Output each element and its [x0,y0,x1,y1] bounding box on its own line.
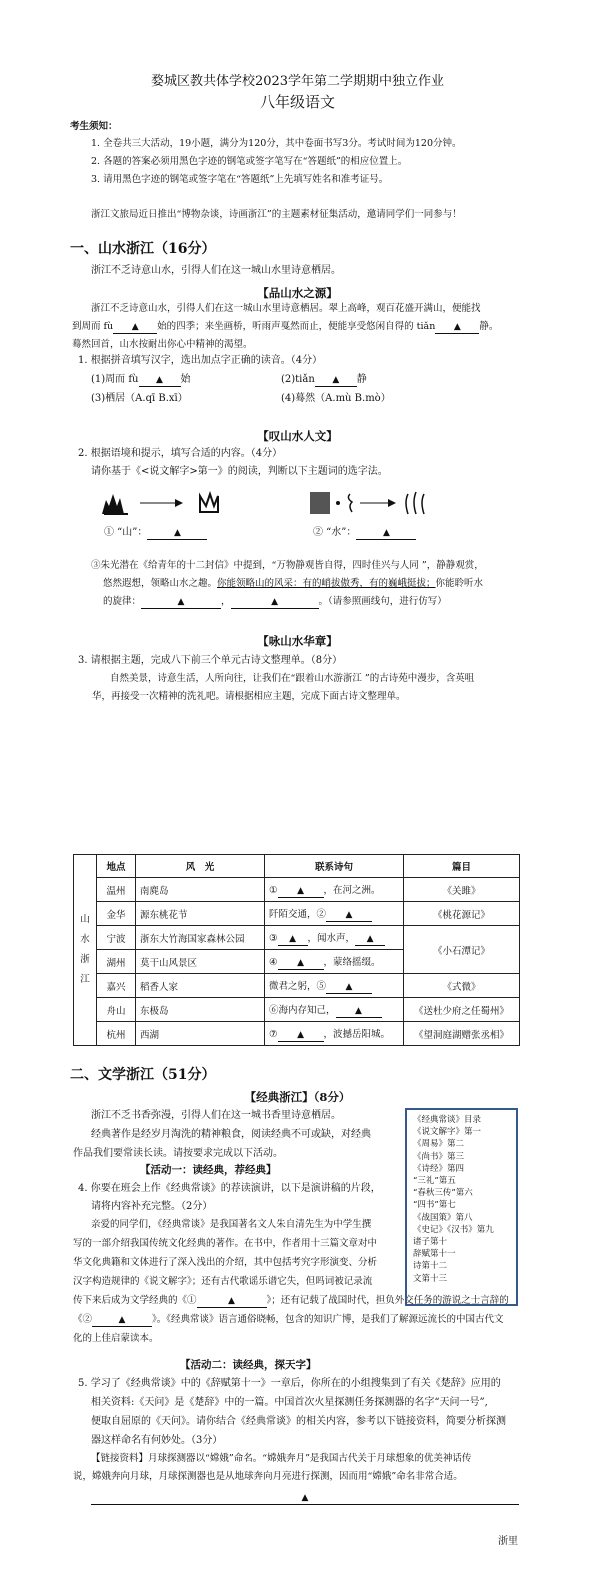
triangle-icon [178,597,185,607]
q1-item-1-suffix: 始 [180,374,191,385]
cell-place: 宁波 [97,926,136,950]
link-material-line2: 说，嫦娥奔向月球，月球探测器也是从地球奔向月亮进行探测，因而用“嫦娥”命名非常合适。 [73,1471,463,1482]
table-row [74,998,520,1022]
cell-poem [265,878,404,902]
triangle-icon [332,375,339,385]
q2-3-text: 的旋律： [103,596,142,607]
cell-poem [265,902,404,926]
section2-intro2a: 经典著作是经岁月淘洗的精神粮食，阅读经典不可或缺，对经典 [91,1129,371,1140]
poem-text: ⑥海内存知己， [269,1004,336,1016]
poem-text: ① [269,884,278,896]
cell-place: 湖州 [97,950,136,974]
q2-shan [104,523,207,542]
q2-3-text: 。（请参照画线句，进行仿写） [318,596,447,607]
toc-item: 辞赋第十一 [413,1249,456,1260]
section2-intro1: 浙江不乏书香弥漫，引得人们在这一城书香里诗意栖居。 [91,1110,341,1121]
q1-item-1 [91,370,191,389]
poem-table [73,854,520,1046]
cell-poem [265,1022,404,1046]
triangle-icon [289,934,296,944]
answer-blank[interactable] [315,374,357,387]
toc-item: 《战国策》第八 [413,1212,473,1223]
speech-line2: 写的一部介绍我国传统文化经典的著作。在书中，作者用十三篇文章对中 [73,1238,378,1249]
answer-blank[interactable] [231,596,319,609]
subject-title: 八年级语文 [259,93,335,111]
q2-shui [313,523,416,542]
toc-item: 诗第十二 [413,1261,448,1272]
q2-3-line1: ③朱光潜在《给青年的十二封信》中提到，“万物静观皆自得，四时佳兴与人同 ”，静静观赏， [91,560,484,571]
toc-item: 《说文解字》第一 [413,1127,482,1138]
q1-item-1-label: (1)周而 fù [91,374,139,385]
table-row [74,902,520,926]
cell-place: 舟山 [97,998,136,1022]
triangle-icon [297,1030,304,1040]
cell-scene: 莫干山风景区 [136,950,265,974]
speech-line3: 华文化典籍和文体进行了深入浅出的介绍，其中包括考究字形演变、分析 [73,1257,378,1268]
triangle-icon [297,958,304,968]
triangle-icon [132,322,139,332]
table-header-row [74,855,520,878]
para-text-a: 到周而 fù [72,321,114,332]
q1-item-2-suffix: 静 [356,374,367,385]
cell-title: 《送杜少府之任蜀州》 [404,998,520,1022]
cell-poem [265,926,404,950]
toc-item: 《尚书》第三 [413,1151,465,1162]
answer-blank[interactable] [278,933,308,946]
q1-item-3: (3)栖居（A.qī B.xī） [91,393,188,404]
question-5-line1: 5. 学习了《经典常谈》中的《辞赋第十一》一章后，你所在的小组搜集到了有关《楚辞》应用的 [78,1378,501,1389]
poem-text: 阡陌交通，② [269,908,327,920]
col-header: 地点 [97,855,136,878]
shan-glyph-evolution [100,488,230,522]
triangle-icon [271,597,278,607]
cell-title: 《望洞庭湖赠张丞相》 [404,1022,520,1046]
water-glyph-icon [308,488,438,518]
question-5-line4: 器这样命名有何妙处。（3分） [91,1435,223,1446]
q2-3-line3: 的旋律：▲ ，▲ 。（请参照画线句，进行仿写） [103,593,447,610]
toc-item: 文第十三 [413,1273,448,1284]
cell-title: 《式微》 [404,974,520,998]
side-char: 山 [80,914,90,925]
triangle-icon [454,322,461,332]
toc-item: “春秋三传”第六 [413,1188,473,1199]
answer-blank[interactable] [336,1005,382,1018]
answer-blank[interactable] [355,933,385,946]
triangle-icon [302,1493,309,1503]
toc-item: 《周易》第二 [413,1139,465,1150]
q1-item-2 [281,370,367,389]
speech-text: 》；还有记载了战国时代，担负外交任务的游说之士言辞的 [266,1295,509,1306]
cell-scene: 浙东大竹海国家森林公园 [136,926,265,950]
triangle-icon [367,934,374,944]
triangle-icon [355,1006,362,1016]
speech-line4: 汉字构造规律的《说文解字》；还有古代歌谣乐谱它失，但吗词被记录流 [73,1276,373,1287]
question-5-line3: 便取自屈原的《天问》。请你结合《经典常谈》的相关内容，参考以下链接资料，简要分析探测 [91,1416,506,1427]
section1-title: 一、山水浙江（16分） [70,241,216,257]
section2-intro2b: 作品我们要常读长读。请按要求完成以下活动。 [73,1148,283,1159]
cell-place: 嘉兴 [97,974,136,998]
cell-scene: 西湖 [136,1022,265,1046]
notice-heading: 考生须知： [70,121,118,132]
section1-intro: 浙江不乏诗意山水，引得人们在这一城山水里诗意栖居。 [91,265,341,276]
notice-item-3: 3. 请用黑色字迹的钢笔或签字笔在“答题纸”上先填写姓名和准考证号。 [91,174,389,185]
triangle-icon [174,528,181,538]
triangle-icon [346,910,353,920]
col-header: 联系诗句 [265,855,404,878]
notice-item-2: 2. 各题的答案必须用黑色字迹的钢笔或签字笔写在“答题纸”的相应位置上。 [91,156,408,167]
classics-toc-box [405,1108,518,1306]
toc-item: “三礼”第五 [413,1176,456,1187]
activity1-title: 【活动一：读经典，荐经典】 [140,1164,277,1176]
q2-3-line2 [103,575,483,592]
answer-blank[interactable] [278,885,324,898]
section2-title: 二、文学浙江（51分） [70,1067,216,1083]
part3-title: 【咏山水华章】 [257,634,338,648]
triangle-icon [156,375,163,385]
cell-scene: 源东桃花节 [136,902,265,926]
cell-scene: 南麂岛 [136,878,265,902]
q3-text-line1: 自然美景，诗意生活，人所向往，让我们在“跟着山水游浙江 ”的古诗苑中漫步，含英咀 [110,673,475,684]
answer-blank[interactable] [197,1295,267,1308]
shui-glyph-evolution [308,488,438,522]
q2-hint: 请你基于《<说文解字>第一》的阅读，判断以下主题词的选字法。 [91,466,388,477]
side-char: 水 [80,934,90,945]
cell-scene: 东极岛 [136,998,265,1022]
table-row [74,974,520,998]
q3-text-line2: 华，再接受一次精神的洗礼吧。请根据相应主题，完成下面古诗文整理单。 [92,691,406,702]
speech-text: 《② [73,1314,93,1325]
mountain-glyph-icon [100,488,230,518]
cell-poem [265,974,404,998]
poem-text: ，蒙络摇缀。 [323,956,381,968]
question-1: 1. 根据拼音填写汉字，选出加点字正确的读音。（4分） [78,355,323,366]
poem-text: ⑦ [269,1028,278,1040]
answer-blank[interactable] [278,957,324,970]
exam-title: 婺城区教共体学校2023学年第二学期期中独立作业 [150,74,445,89]
table-row [74,878,520,902]
section2-part1-title: 【经典浙江】（8分） [244,1090,351,1104]
answer-blank[interactable] [141,596,221,609]
toc-item: 诸子第十 [413,1237,448,1248]
side-char: 浙 [80,954,90,965]
toc-item: 《史记》《汉书》第九 [413,1224,494,1235]
answer-blank[interactable] [278,1029,324,1042]
speech-line7: 化的上佳启蒙读本。 [73,1333,159,1344]
notice-item-1: 1. 全卷共三大活动，19小题，满分为120分，其中卷面书写3分。考试时间为120分钟。 [91,138,462,149]
question-4-line1: 4. 你要在班会上作《经典常谈》的荐读演讲，以下是演讲稿的片段， [78,1183,381,1194]
table-side-label [74,855,97,1046]
speech-line6 [73,1311,504,1328]
toc-item: “四书”第七 [413,1200,456,1211]
q1-item-4: (4)蓦然（A.mù B.mò） [281,393,391,404]
answer-line[interactable] [91,1492,519,1505]
question-4-line2: 请将内容补充完整。（2分） [91,1201,213,1212]
answer-blank[interactable] [139,374,181,387]
toc-heading: 《经典常谈》目录 [413,1115,482,1125]
answer-blank[interactable] [435,321,479,334]
cell-place: 金华 [97,902,136,926]
activity2-title: 【活动二：读经典，探天字】 [180,1359,317,1371]
q2-shan-label: ① “山”： [104,527,148,538]
q2-shui-label: ② “水”： [313,527,357,538]
answer-blank[interactable] [92,1314,152,1327]
cell-place: 温州 [97,878,136,902]
poem-text: ③ [269,932,278,944]
q2-3-text: 悠然遐想，领略山水之趣。 [103,578,218,589]
part1-title: 【品山水之源】 [257,286,338,300]
question-5-line2: 相关资料:《天问》是《楚辞》中的一篇。中国首次火星探测任务探测器的名字“天问一号”, [91,1397,488,1408]
table-row [74,1022,520,1046]
poem-text: ④ [269,956,278,968]
q1-item-2-label: (2)tiǎn [281,374,315,385]
side-char: 江 [80,974,90,985]
answer-blank[interactable] [113,321,157,334]
poem-text: ，在河之洲。 [323,884,381,896]
intro-paragraph: 浙江文旅局近日推出“博物杂谈，诗画浙江”的主题素材征集活动，邀请同学们一同参与！ [91,209,462,220]
cell-scene: 稻香人家 [136,974,265,998]
cell-title: 《关雎》 [404,878,520,902]
part1-para-line3: 蓦然回首，山水按耐出你心中精神的渴望。 [72,339,253,350]
cell-title: 《桃花源记》 [404,902,520,926]
triangle-icon [346,982,353,992]
q2-3-text: 你能聆听水 [435,578,484,589]
triangle-icon [228,1296,235,1306]
answer-blank[interactable] [356,527,416,540]
triangle-icon [383,528,390,538]
part2-title: 【叹山水人文】 [257,429,338,443]
link-material-line1: 【链接资料】月球探测器以“嫦娥”命名。“嫦娥奔月”是我国古代关于月球想象的优美神话传 [91,1453,472,1464]
answer-blank[interactable] [326,981,372,994]
speech-text: 》。《经典常谈》语言通俗晓畅，包含的知识广博，是我们了解源远流长的中国古代文 [152,1314,504,1325]
toc-item: 《诗经》第四 [413,1163,465,1174]
cell-title: 《小石潭记》 [404,926,520,974]
triangle-icon [297,886,304,896]
answer-blank[interactable] [147,527,207,540]
cell-place: 杭州 [97,1022,136,1046]
poem-text: 微君之躬，⑤ [269,980,327,992]
poem-text: ，闻水声， [307,932,356,944]
col-header: 篇目 [404,855,520,878]
cell-poem [265,950,404,974]
poem-text: ，波撼岳阳城。 [323,1028,391,1040]
speech-line1: 亲爱的同学们，《经典常谈》是我国著名文人朱自清先生为中学生撰 [91,1219,372,1230]
underlined-sentence: 你能领略山的风采：有的峭拔傲秀，有的巍峨挺拔； [217,578,436,589]
triangle-icon [119,1315,126,1325]
cell-poem [265,998,404,1022]
part1-para-line1: 浙江不乏诗意山水，引得人们在这一城山水里诗意栖居。翠上高峰，观百花盛开满山，便能找 [91,303,481,314]
para-text-b: 始的四季；来坐画桥，听雨声戛然而止，便能享受悠闲自得的 tiǎn [157,321,436,332]
footer-mark: 浙里 [498,1536,518,1547]
para-text-c: 静。 [479,321,499,332]
answer-blank[interactable] [326,909,372,922]
question-3: 3. 请根据主题，完成八下前三个单元古诗文整理单。（8分） [78,655,343,666]
speech-text: 传下来后成为文学经典的《① [73,1295,197,1306]
question-2: 2. 根据语境和提示，填写合适的内容。（4分） [78,448,283,459]
part1-para-line2 [72,318,498,335]
col-header: 风 光 [136,855,265,878]
table-row [74,926,520,950]
